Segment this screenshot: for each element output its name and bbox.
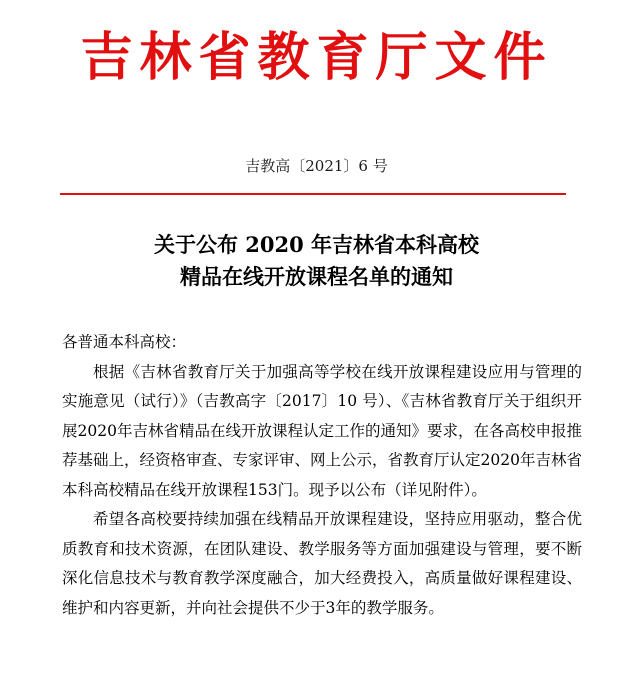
body-paragraph-1: 根据《吉林省教育厅关于加强高等学校在线开放课程建设应用与管理的实施意见（试行）》（吉教高字〔2017〕10 号）、《吉林省教育厅关于组织开展2020年吉林省精品在线开放课程认定工作的通知》要求，在各高校申报推荐基础上，经资格审查、专家评审、网上公示，省教育厅认定2020年吉林省本科高校精品在线开放课程153门。现予以公布（详见附件）。 [62,362,582,499]
document-masthead: 吉林省教育厅文件 [80,27,553,88]
document-number: 吉教高〔2021〕6 号 [245,157,388,175]
body-paragraph-2: 希望各高校要持续加强在线精品开放课程建设，坚持应用驱动，整合优质教育和技术资源，在团队建设、教学服务等方面加强建设与管理，要不断深化信息技术与教育教学深度融合，加大经费投入，高质量做好课程建设、维护和内容更新，并向社会提供不少于3年的教学服务。 [62,510,582,617]
document-title-line-2: 精品在线开放课程名单的通知 [180,264,453,289]
document-body [62,328,582,623]
salutation: 各普通本科高校： [62,333,187,351]
document-title-line-1: 关于公布 2020 年吉林省本科高校 [153,232,480,257]
red-divider-line [60,193,566,195]
